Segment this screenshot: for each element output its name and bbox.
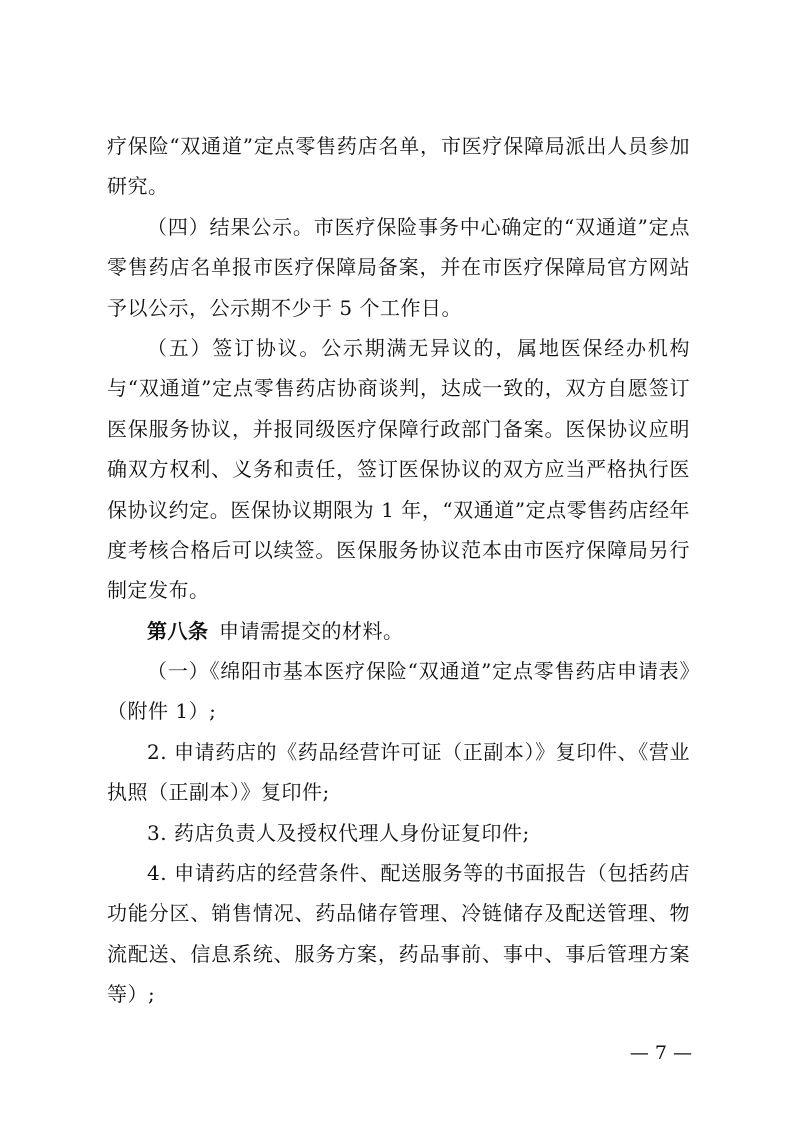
page-number: — 7 — [629,1042,692,1064]
list-item-id-copies: 3. 药店负责人及授权代理人身份证复印件; [147,821,530,845]
list-item-application-form: （一）《绵阳市基本医疗保险“双通道”定点零售药店申请表》（附件 1）; [107,659,690,724]
list-item-licenses: 2. 申请药店的《药品经营许可证（正副本）》复印件、《营业执照（正副本）》复印件; [107,740,690,805]
paragraph-sign-agreement: （五）签订协议。公示期满无异议的，属地医保经办机构与“双通道”定点零售药店协商谈判，达成一致的，双方自愿签订医保服务协议，并报同级医疗保障行政部门备案。医保协议应明确双方权利、义务和责任，签订医保协议的双方应当严格执行医保协议约定。医保协议期限为 1 年，“双通道”定点零售药店经年度考核合格后可以续签。医保服务协议范本由市医疗保障局另行制定发布。 [107,336,690,603]
list-item-written-report: 4. 申请药店的经营条件、配送服务等的书面报告（包括药店功能分区、销售情况、药品储存管理、冷链储存及配送管理、物流配送、信息系统、服务方案，药品事前、事中、事后管理方案等）; [107,861,690,1007]
article-8-heading: 第八条 [147,619,209,643]
article-8-spacer [209,619,220,643]
article-8 [107,611,690,651]
paragraph-continuation: 疗保险“双通道”定点零售药店名单，市医疗保障局派出人员参加研究。 [107,134,690,199]
paragraph-result-publicity: （四）结果公示。市医疗保险事务中心确定的“双通道”定点零售药店名单报市医疗保障局备案，并在市医疗保障局官方网站予以公示，公示期不少于 5 个工作日。 [107,215,690,320]
article-8-text: 申请需提交的材料。 [219,619,404,643]
